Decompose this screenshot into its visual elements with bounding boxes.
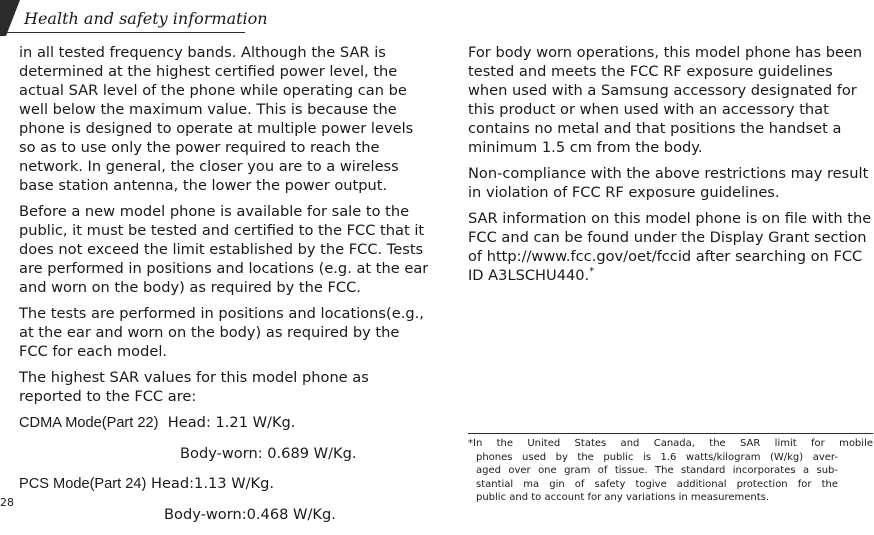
sar-row-cdma-body <box>19 444 429 463</box>
sar-value-cdma-head: Head: 1.21 W/Kg. <box>167 414 296 431</box>
sar-value-pcs-head: Head:1.13 W/Kg. <box>150 475 275 492</box>
paragraph-certification: Before a new model phone is available for sale to the public, it must be tested and certified to the FCC that it does not exceed the limit established by the FCC. Tests are performed in positions and locations (e.g. at the ear and worn on the body) as required by the FCC. <box>19 203 429 296</box>
sar-value-cdma-body: Body-worn: 0.689 W/Kg. <box>180 445 357 462</box>
sar-mode-pcs: PCS Mode(Part 24) <box>19 476 147 492</box>
left-column <box>19 43 429 535</box>
sar-row-pcs-body <box>19 505 429 524</box>
header-accent-bar <box>0 0 20 36</box>
sar-mode-cdma: CDMA Mode(Part 22) <box>19 415 159 431</box>
page-number: 28 <box>0 496 14 509</box>
footnote-line: aged over one gram of tissue. The standard incorporates a sub- <box>476 465 838 476</box>
right-column <box>468 43 873 292</box>
sar-row-pcs-head <box>19 474 429 494</box>
footnote-line: stantial ma gin of safety togive additional protection for the <box>476 478 838 490</box>
paragraph-sar-info <box>468 209 873 285</box>
paragraph-highest-sar: The highest SAR values for this model phone as reported to the FCC are: <box>19 369 369 405</box>
paragraph-sar-determination: in all tested frequency bands. Although the SAR is determined at the highest certified power level, the actual SAR level of the phone while operating can be well below the maximum value. This is because the phone is designed to operate at multiple power levels so as to use only the power required to reach the network. In general, the closer you are to a wireless base station antenna, the lower the power output. <box>19 44 414 194</box>
footnote-line: public and to account for any variations in measurements. <box>476 492 770 503</box>
footnote-line: phones used by the public is 1.6 watts/kilogram (W/kg) aver- <box>476 451 838 463</box>
sar-row-cdma-head <box>19 413 429 433</box>
header-rule <box>0 32 245 33</box>
paragraph-non-compliance: Non-compliance with the above restrictions may result in violation of FCC RF exposure guidelines. <box>468 165 869 201</box>
footnote <box>468 433 873 505</box>
sar-info-text: SAR information on this model phone is on file with the FCC and can be found under the Display Grant section of http://www.fcc.gov/oet/fccid after searching on FCC ID A3LSCHU440. <box>468 210 872 284</box>
sar-value-pcs-body: Body-worn:0.468 W/Kg. <box>164 506 336 523</box>
page-header-title: Health and safety information <box>24 9 268 28</box>
paragraph-tests-performed: The tests are performed in positions and locations(e.g., at the ear and worn on the body) as required by the FCC for each model. <box>19 305 424 360</box>
paragraph-body-worn: For body worn operations, this model phone has been tested and meets the FCC RF exposure guidelines when used with a Samsung accessory designated for this product or when used with an accessory that contains no metal and that positions the handset a minimum 1.5 cm from the body. <box>468 44 863 156</box>
footnote-line: *In the United States and Canada, the SAR limit for mobile <box>468 438 873 449</box>
footnote-marker: * <box>589 266 595 278</box>
